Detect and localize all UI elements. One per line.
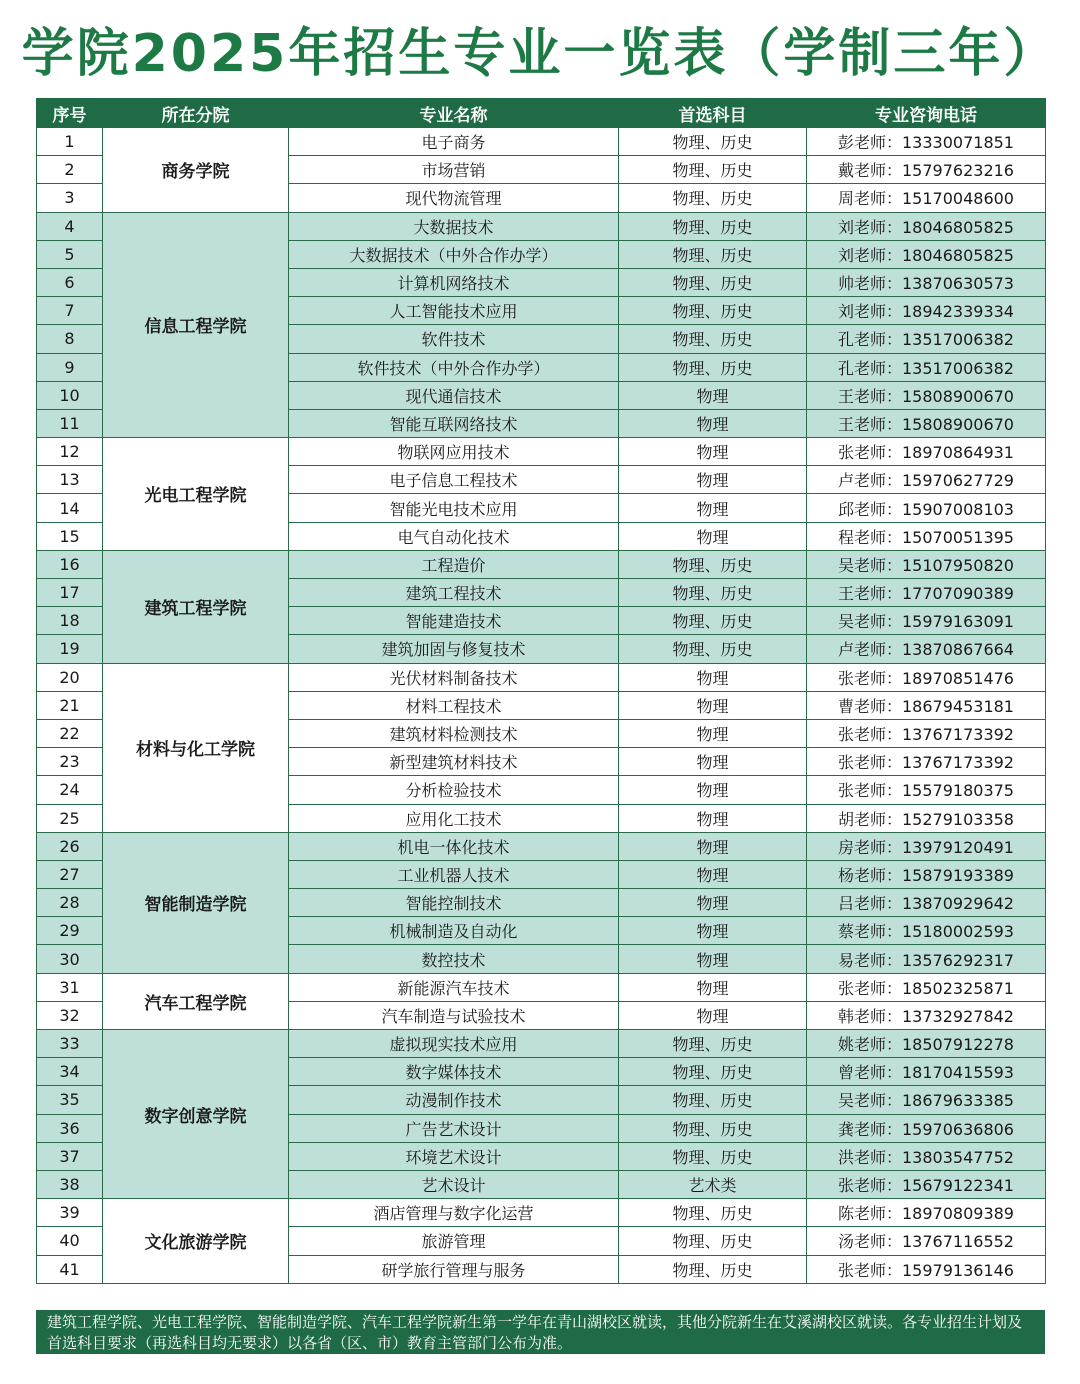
preferred-subject: 物理 — [619, 691, 807, 719]
preferred-subject: 物理、历史 — [619, 128, 807, 156]
preferred-subject: 物理 — [619, 917, 807, 945]
consult-phone: 陈老师：18970809389 — [807, 1199, 1046, 1227]
preferred-subject: 物理 — [619, 832, 807, 860]
consult-phone: 卢老师：15970627729 — [807, 466, 1046, 494]
row-number: 4 — [37, 212, 103, 240]
preferred-subject: 物理 — [619, 522, 807, 550]
major-name: 工业机器人技术 — [289, 860, 619, 888]
row-number: 8 — [37, 325, 103, 353]
header-no: 序号 — [37, 99, 103, 128]
row-number: 2 — [37, 156, 103, 184]
row-number: 41 — [37, 1255, 103, 1283]
consult-phone: 张老师：15579180375 — [807, 776, 1046, 804]
college-name: 汽车工程学院 — [103, 973, 289, 1029]
preferred-subject: 物理、历史 — [619, 1255, 807, 1283]
row-number: 17 — [37, 579, 103, 607]
consult-phone: 张老师：18970851476 — [807, 663, 1046, 691]
row-number: 35 — [37, 1086, 103, 1114]
row-number: 25 — [37, 804, 103, 832]
row-number: 3 — [37, 184, 103, 212]
row-number: 39 — [37, 1199, 103, 1227]
college-name: 文化旅游学院 — [103, 1199, 289, 1284]
row-number: 31 — [37, 973, 103, 1001]
consult-phone: 刘老师：18046805825 — [807, 240, 1046, 268]
preferred-subject: 物理 — [619, 1001, 807, 1029]
major-name: 汽车制造与试验技术 — [289, 1001, 619, 1029]
major-name: 光伏材料制备技术 — [289, 663, 619, 691]
row-number: 34 — [37, 1058, 103, 1086]
consult-phone: 周老师：15170048600 — [807, 184, 1046, 212]
table-row — [37, 1199, 1046, 1227]
row-number: 18 — [37, 607, 103, 635]
major-name: 人工智能技术应用 — [289, 297, 619, 325]
preferred-subject: 物理、历史 — [619, 1058, 807, 1086]
table-header-row — [37, 99, 1046, 128]
consult-phone: 吴老师：15107950820 — [807, 550, 1046, 578]
footnote: 建筑工程学院、光电工程学院、智能制造学院、汽车工程学院新生第一学年在青山湖校区就读，其他分院新生在艾溪湖校区就读。各专业招生计划及首选科目要求（再选科目均无要求）以各省（区、市）教育主管部门公布为准。 — [36, 1310, 1045, 1354]
row-number: 1 — [37, 128, 103, 156]
row-number: 16 — [37, 550, 103, 578]
college-name: 商务学院 — [103, 128, 289, 213]
table-row — [37, 128, 1046, 156]
preferred-subject: 物理、历史 — [619, 268, 807, 296]
major-name: 现代通信技术 — [289, 381, 619, 409]
row-number: 21 — [37, 691, 103, 719]
preferred-subject: 物理、历史 — [619, 1142, 807, 1170]
major-name: 现代物流管理 — [289, 184, 619, 212]
preferred-subject: 物理 — [619, 466, 807, 494]
consult-phone: 杨老师：15879193389 — [807, 860, 1046, 888]
major-name: 数控技术 — [289, 945, 619, 973]
preferred-subject: 物理、历史 — [619, 184, 807, 212]
consult-phone: 帅老师：13870630573 — [807, 268, 1046, 296]
row-number: 11 — [37, 409, 103, 437]
consult-phone: 张老师：18970864931 — [807, 438, 1046, 466]
college-name: 智能制造学院 — [103, 832, 289, 973]
preferred-subject: 物理、历史 — [619, 325, 807, 353]
preferred-subject: 物理、历史 — [619, 1114, 807, 1142]
consult-phone: 吴老师：18679633385 — [807, 1086, 1046, 1114]
header-college: 所在分院 — [103, 99, 289, 128]
consult-phone: 张老师：18502325871 — [807, 973, 1046, 1001]
header-subject: 首选科目 — [619, 99, 807, 128]
preferred-subject: 物理 — [619, 719, 807, 747]
major-name: 大数据技术（中外合作办学） — [289, 240, 619, 268]
major-name: 建筑材料检测技术 — [289, 719, 619, 747]
row-number: 37 — [37, 1142, 103, 1170]
table-row — [37, 663, 1046, 691]
preferred-subject: 物理 — [619, 889, 807, 917]
preferred-subject: 物理 — [619, 663, 807, 691]
row-number: 22 — [37, 719, 103, 747]
table-body — [37, 128, 1046, 1284]
college-name: 信息工程学院 — [103, 212, 289, 438]
preferred-subject: 物理 — [619, 973, 807, 1001]
major-name: 分析检验技术 — [289, 776, 619, 804]
consult-phone: 刘老师：18046805825 — [807, 212, 1046, 240]
consult-phone: 程老师：15070051395 — [807, 522, 1046, 550]
consult-phone: 蔡老师：15180002593 — [807, 917, 1046, 945]
row-number: 29 — [37, 917, 103, 945]
major-name: 智能互联网络技术 — [289, 409, 619, 437]
consult-phone: 彭老师：13330071851 — [807, 128, 1046, 156]
preferred-subject: 物理、历史 — [619, 353, 807, 381]
major-name: 大数据技术 — [289, 212, 619, 240]
row-number: 26 — [37, 832, 103, 860]
major-name: 软件技术 — [289, 325, 619, 353]
major-name: 环境艺术设计 — [289, 1142, 619, 1170]
row-number: 19 — [37, 635, 103, 663]
major-name: 电子信息工程技术 — [289, 466, 619, 494]
table-row — [37, 212, 1046, 240]
row-number: 9 — [37, 353, 103, 381]
major-name: 数字媒体技术 — [289, 1058, 619, 1086]
consult-phone: 张老师：15979136146 — [807, 1255, 1046, 1283]
preferred-subject: 物理 — [619, 748, 807, 776]
preferred-subject: 物理、历史 — [619, 635, 807, 663]
major-name: 机械制造及自动化 — [289, 917, 619, 945]
preferred-subject: 物理、历史 — [619, 1086, 807, 1114]
preferred-subject: 物理 — [619, 494, 807, 522]
consult-phone: 龚老师：15970636806 — [807, 1114, 1046, 1142]
major-name: 计算机网络技术 — [289, 268, 619, 296]
major-name: 建筑加固与修复技术 — [289, 635, 619, 663]
major-name: 广告艺术设计 — [289, 1114, 619, 1142]
table-row — [37, 973, 1046, 1001]
row-number: 27 — [37, 860, 103, 888]
major-name: 机电一体化技术 — [289, 832, 619, 860]
college-name: 建筑工程学院 — [103, 550, 289, 663]
preferred-subject: 物理 — [619, 804, 807, 832]
consult-phone: 曾老师：18170415593 — [807, 1058, 1046, 1086]
row-number: 14 — [37, 494, 103, 522]
college-name: 数字创意学院 — [103, 1030, 289, 1199]
preferred-subject: 物理、历史 — [619, 1030, 807, 1058]
row-number: 36 — [37, 1114, 103, 1142]
major-name: 新能源汽车技术 — [289, 973, 619, 1001]
row-number: 20 — [37, 663, 103, 691]
major-name: 酒店管理与数字化运营 — [289, 1199, 619, 1227]
row-number: 24 — [37, 776, 103, 804]
consult-phone: 孔老师：13517006382 — [807, 325, 1046, 353]
row-number: 13 — [37, 466, 103, 494]
preferred-subject: 物理、历史 — [619, 212, 807, 240]
row-number: 30 — [37, 945, 103, 973]
row-number: 12 — [37, 438, 103, 466]
major-name: 智能控制技术 — [289, 889, 619, 917]
table-row — [37, 550, 1046, 578]
consult-phone: 吴老师：15979163091 — [807, 607, 1046, 635]
major-name: 电气自动化技术 — [289, 522, 619, 550]
preferred-subject: 物理、历史 — [619, 1227, 807, 1255]
consult-phone: 孔老师：13517006382 — [807, 353, 1046, 381]
preferred-subject: 物理、历史 — [619, 240, 807, 268]
row-number: 32 — [37, 1001, 103, 1029]
preferred-subject: 艺术类 — [619, 1170, 807, 1198]
row-number: 6 — [37, 268, 103, 296]
consult-phone: 吕老师：13870929642 — [807, 889, 1046, 917]
consult-phone: 戴老师：15797623216 — [807, 156, 1046, 184]
table-row — [37, 832, 1046, 860]
college-name: 光电工程学院 — [103, 438, 289, 551]
consult-phone: 曹老师：18679453181 — [807, 691, 1046, 719]
preferred-subject: 物理、历史 — [619, 1199, 807, 1227]
row-number: 15 — [37, 522, 103, 550]
row-number: 7 — [37, 297, 103, 325]
row-number: 10 — [37, 381, 103, 409]
consult-phone: 张老师：13767173392 — [807, 719, 1046, 747]
consult-phone: 王老师：17707090389 — [807, 579, 1046, 607]
consult-phone: 王老师：15808900670 — [807, 409, 1046, 437]
major-name: 电子商务 — [289, 128, 619, 156]
table-row — [37, 1030, 1046, 1058]
major-name: 工程造价 — [289, 550, 619, 578]
major-name: 材料工程技术 — [289, 691, 619, 719]
preferred-subject: 物理 — [619, 860, 807, 888]
major-name: 旅游管理 — [289, 1227, 619, 1255]
table-row — [37, 438, 1046, 466]
preferred-subject: 物理、历史 — [619, 579, 807, 607]
major-name: 新型建筑材料技术 — [289, 748, 619, 776]
preferred-subject: 物理 — [619, 776, 807, 804]
major-name: 智能建造技术 — [289, 607, 619, 635]
consult-phone: 洪老师：13803547752 — [807, 1142, 1046, 1170]
consult-phone: 房老师：13979120491 — [807, 832, 1046, 860]
preferred-subject: 物理 — [619, 438, 807, 466]
college-name: 材料与化工学院 — [103, 663, 289, 832]
enrollment-table — [36, 98, 1046, 1284]
major-name: 建筑工程技术 — [289, 579, 619, 607]
major-name: 应用化工技术 — [289, 804, 619, 832]
major-name: 智能光电技术应用 — [289, 494, 619, 522]
row-number: 38 — [37, 1170, 103, 1198]
preferred-subject: 物理 — [619, 409, 807, 437]
consult-phone: 姚老师：18507912278 — [807, 1030, 1046, 1058]
consult-phone: 张老师：13767173392 — [807, 748, 1046, 776]
row-number: 23 — [37, 748, 103, 776]
consult-phone: 易老师：13576292317 — [807, 945, 1046, 973]
row-number: 40 — [37, 1227, 103, 1255]
consult-phone: 胡老师：15279103358 — [807, 804, 1046, 832]
major-name: 艺术设计 — [289, 1170, 619, 1198]
consult-phone: 邱老师：15907008103 — [807, 494, 1046, 522]
preferred-subject: 物理、历史 — [619, 297, 807, 325]
preferred-subject: 物理 — [619, 945, 807, 973]
major-name: 市场营销 — [289, 156, 619, 184]
page-title: 学院2025年招生专业一览表（学制三年） — [21, 24, 1059, 84]
row-number: 33 — [37, 1030, 103, 1058]
major-name: 研学旅行管理与服务 — [289, 1255, 619, 1283]
consult-phone: 张老师：15679122341 — [807, 1170, 1046, 1198]
consult-phone: 卢老师：13870867664 — [807, 635, 1046, 663]
consult-phone: 汤老师：13767116552 — [807, 1227, 1046, 1255]
header-major: 专业名称 — [289, 99, 619, 128]
major-name: 软件技术（中外合作办学） — [289, 353, 619, 381]
major-name: 动漫制作技术 — [289, 1086, 619, 1114]
row-number: 28 — [37, 889, 103, 917]
consult-phone: 刘老师：18942339334 — [807, 297, 1046, 325]
consult-phone: 王老师：15808900670 — [807, 381, 1046, 409]
preferred-subject: 物理 — [619, 381, 807, 409]
major-name: 物联网应用技术 — [289, 438, 619, 466]
consult-phone: 韩老师：13732927842 — [807, 1001, 1046, 1029]
row-number: 5 — [37, 240, 103, 268]
preferred-subject: 物理、历史 — [619, 607, 807, 635]
preferred-subject: 物理、历史 — [619, 550, 807, 578]
major-name: 虚拟现实技术应用 — [289, 1030, 619, 1058]
header-phone: 专业咨询电话 — [807, 99, 1046, 128]
preferred-subject: 物理、历史 — [619, 156, 807, 184]
